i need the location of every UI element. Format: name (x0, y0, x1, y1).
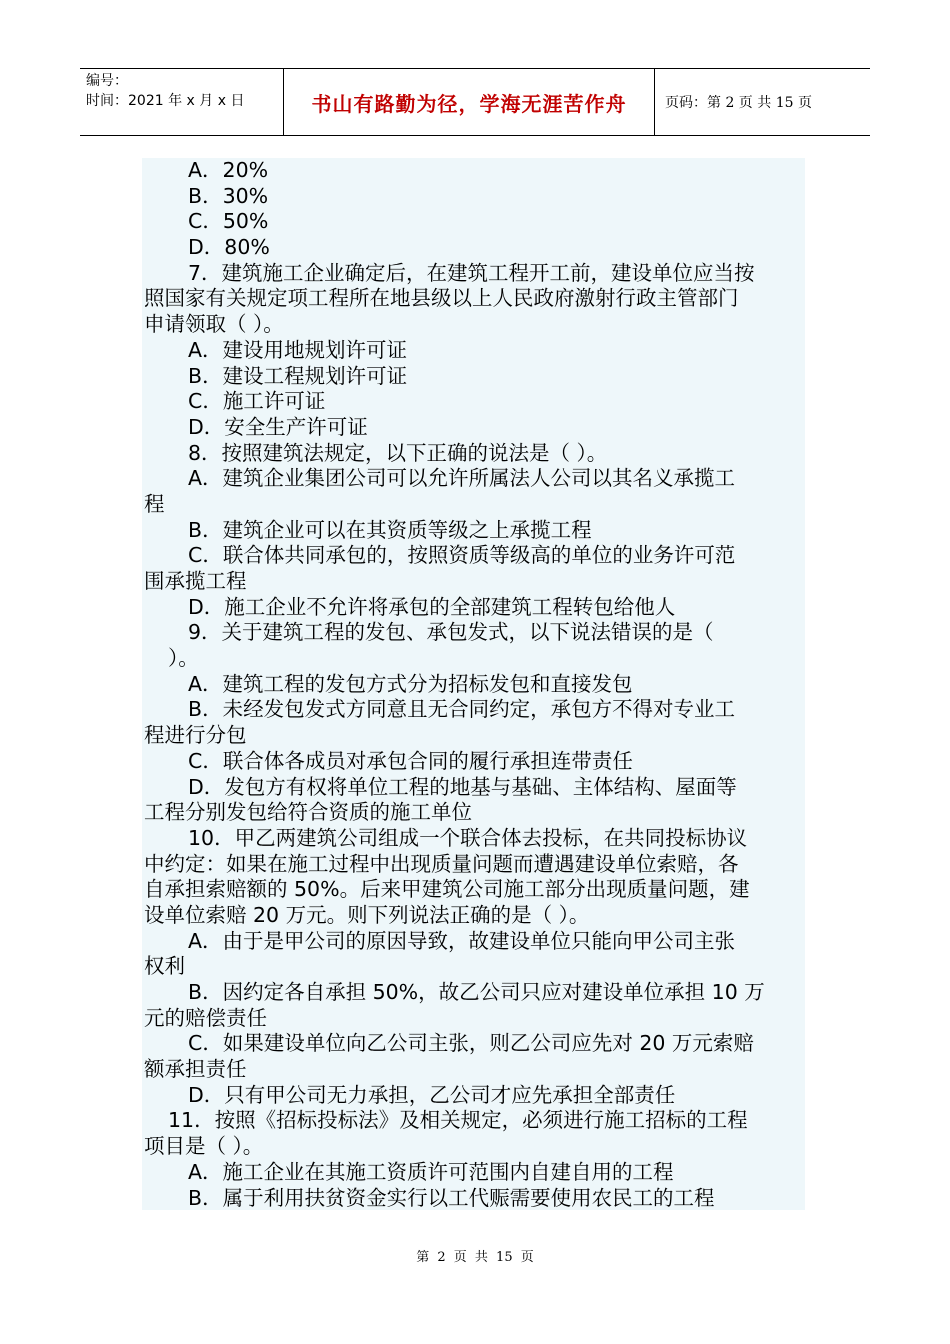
document-date: 时间：2021 年 x 月 x 日 (86, 93, 245, 109)
header-motto: 书山有路勤为径，学海无涯苦作舟 (283, 69, 655, 135)
text-line: 围承揽工程 (144, 569, 247, 593)
text-line: 8．按照建筑法规定，以下正确的说法是（ ）。 (188, 440, 608, 465)
text-line: D．只有甲公司无力承担，乙公司才应先承担全部责任 (188, 1082, 676, 1107)
text-line: 9．关于建筑工程的发包、承包发式，以下说法错误的是（ (188, 620, 714, 645)
text-line: ）。 (168, 646, 199, 671)
header-page-info: 页码：第 2 页 共 15 页 (665, 95, 812, 111)
document-number-label: 编号： (86, 73, 128, 89)
text-line: D．安全生产许可证 (188, 414, 368, 439)
text-line: C．50% (188, 209, 269, 234)
text-line: 项目是（ ）。 (144, 1134, 264, 1159)
text-line: D．80% (188, 235, 270, 260)
text-line: 中约定：如果在施工过程中出现质量问题而遭遇建设单位索赔，各 (144, 851, 739, 876)
text-line: 7．建筑施工企业确定后，在建筑工程开工前，建设单位应当按 (188, 260, 755, 285)
text-line: D．发包方有权将单位工程的地基与基础、主体结构、屋面等 (188, 774, 737, 799)
text-line: B．因约定各自承担 50%，故乙公司只应对建设单位承担 10 万 (188, 980, 765, 1004)
text-line: A．施工企业在其施工资质许可范围内自建自用的工程 (188, 1159, 674, 1184)
text-line: 设单位索赔 20 万元。则下列说法正确的是（ ）。 (144, 902, 590, 927)
text-line: 10．甲乙两建筑公司组成一个联合体去投标，在共同投标协议 (188, 825, 748, 850)
text-line: 额承担责任 (144, 1057, 247, 1082)
text-line: 照国家有关规定项工程所在地县级以上人民政府激射行政主管部门 (144, 286, 739, 311)
text-line: B．属于利用扶贫资金实行以工代赈需要使用农民工的工程 (188, 1185, 715, 1210)
text-line: C．联合体各成员对承包合同的履行承担连带责任 (188, 748, 633, 773)
text-line: B．建设工程规划许可证 (188, 363, 408, 388)
page-footer: 第 2 页 共 15 页 (416, 1250, 534, 1265)
text-line: A．20% (188, 158, 269, 182)
text-line: C．施工许可证 (188, 389, 326, 414)
text-line: A．由于是甲公司的原因导致，故建设单位只能向甲公司主张 (188, 928, 736, 953)
text-line: B．未经发包发式方同意且无合同约定，承包方不得对专业工 (188, 697, 736, 722)
text-line: B．建筑企业可以在其资质等级之上承揽工程 (188, 517, 592, 542)
text-line: 程 (144, 491, 165, 516)
text-line: D．施工企业不允许将承包的全部建筑工程转包给他人 (188, 594, 676, 619)
text-line: 11．按照《招标投标法》及相关规定，必须进行施工招标的工程 (168, 1108, 748, 1133)
text-line: A．建筑企业集团公司可以允许所属法人公司以其名义承揽工 (188, 466, 736, 491)
text-line: C．如果建设单位向乙公司主张，则乙公司应先对 20 万元索赔 (188, 1031, 754, 1056)
text-line: 权利 (144, 954, 185, 979)
page-header (80, 68, 870, 136)
text-line: 程进行分包 (144, 723, 247, 748)
text-line: 工程分别发包给符合资质的施工单位 (144, 800, 472, 825)
text-line: A．建筑工程的发包方式分为招标发包和直接发包 (188, 671, 633, 696)
text-line: 元的赔偿责任 (144, 1005, 267, 1030)
text-line: B．30% (188, 183, 269, 208)
header-meta (80, 69, 283, 135)
document-body (142, 158, 805, 1210)
text-line: 自承担索赔额的 50%。后来甲建筑公司施工部分出现质量问题，建 (144, 877, 750, 902)
text-line: 申请领取（ ）。 (144, 312, 284, 337)
text-line: C．联合体共同承包的，按照资质等级高的单位的业务许可范 (188, 543, 736, 568)
text-line: A．建设用地规划许可证 (188, 337, 408, 362)
